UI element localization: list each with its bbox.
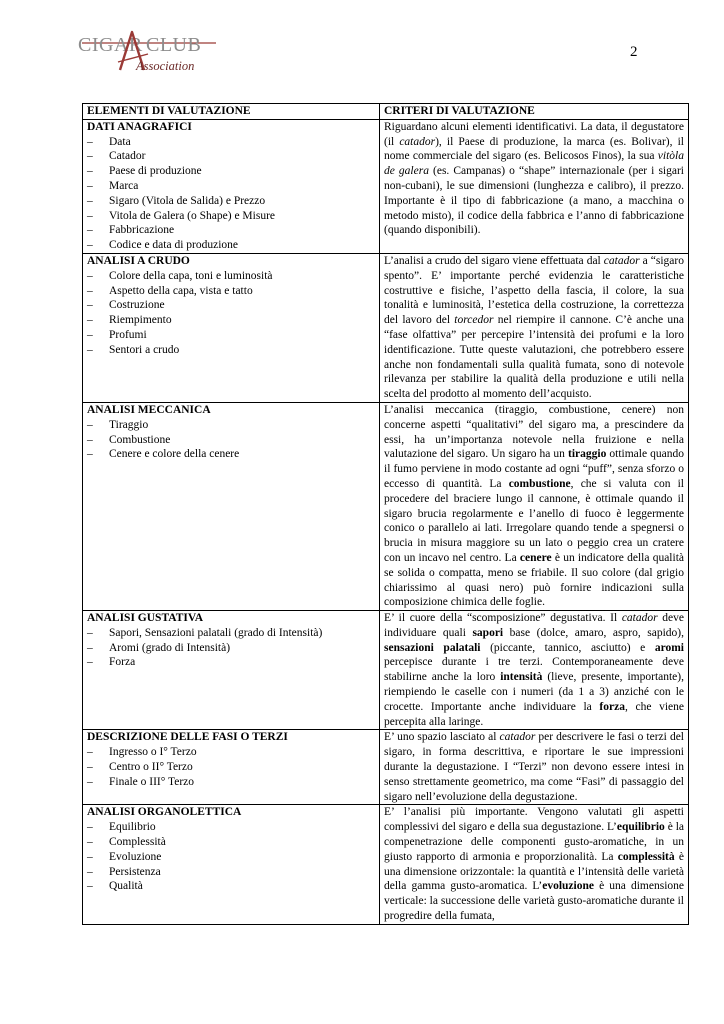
description-text: (es. Campanas) o “shape” internazionale (per i sigari non-cubani), le sue dimensioni (lunghezza e calibro), il prezzo. Importante è il tipo di fabbricazione (a mano, a macchina o metodo misto), il codice della fabbrica e l’anno di fabbricazione (quando disponibili). — [384, 165, 684, 237]
list-item: – Riempimento — [87, 313, 375, 328]
table-row — [83, 611, 689, 730]
italic-term: catador — [621, 612, 658, 625]
list-item: – Marca — [87, 179, 375, 194]
list-item: – Centro o II° Terzo — [87, 760, 375, 775]
evaluation-element-cell — [83, 119, 380, 253]
bold-term: evoluzione — [542, 880, 594, 893]
description-text: L’analisi meccanica (tiraggio, combustione, cenere) non concerne aspetti “qualitativi” del sigaro ma, a prescindere da essi, ha un’importanza notevole nella fruizione e nella valutazione del sigaro. Un sigaro ha un — [384, 403, 684, 461]
list-item: – Combustione — [87, 433, 375, 448]
table-row — [83, 253, 689, 402]
element-list — [87, 626, 375, 670]
evaluation-criteria-cell — [380, 402, 689, 610]
list-item: – Ingresso o I° Terzo — [87, 745, 375, 760]
section-title: ANALISI ORGANOLETTICA — [87, 806, 242, 819]
description-text: è una dimensione verticale: la successione delle varietà gusto-aromatiche durante il progredire della fumata, — [384, 880, 684, 923]
list-item: – Tiraggio — [87, 418, 375, 433]
italic-term: vitòla de galera — [384, 150, 684, 178]
cigar-club-logo — [74, 26, 224, 76]
list-item: – Evoluzione — [87, 850, 375, 865]
element-list — [87, 269, 375, 358]
bold-term: sapori — [472, 626, 504, 639]
list-item: – Profumi — [87, 328, 375, 343]
description-text: , che viene percepita alla laringe. — [384, 700, 684, 728]
description-text: per descrivere le fasi o terzi del sigaro, in forma descrittiva, e riportare le sue impressioni durante la degustazione. I “Terzi” non devono essere intesi in senso strettamente geometrico, ma come “Fasi” di passaggio del sigaro nell’evoluzione della degustazione. — [384, 731, 684, 803]
col-header-elements: ELEMENTI DI VALUTAZIONE — [83, 104, 380, 120]
section-title: ANALISI MECCANICA — [87, 403, 211, 416]
description-text: nel riempire il cannone. C’è anche una “fase olfattiva” per percepire l’intensità dei profumi e la loro identificazione. Tutte queste valutazioni, che potrebbero essere anche non fondamentali sulla qualità fumata, sono di notevole rilevanza per stabilire la qualità della produzione e utili nella scelta del prodotto al momento dell’acquisto. — [384, 314, 684, 401]
logo-text-cigar: CIGAR — [78, 34, 143, 56]
list-item: – Qualità — [87, 879, 375, 894]
description-text: Riguardano alcuni elementi identificativi. La data, il degustatore (il — [384, 120, 684, 148]
section-title: ANALISI A CRUDO — [87, 254, 190, 267]
section-title: DESCRIZIONE DELLE FASI O TERZI — [87, 731, 288, 744]
description-text: E’ l’analisi più importante. Vengono valutati gli aspetti complessivi del sigaro e della sua degustazione. L’ — [384, 806, 684, 834]
bold-term: forza — [599, 700, 625, 713]
description-text: L’analisi a crudo del sigaro viene effettuata dal — [384, 254, 604, 267]
description-text: (lieve, presente, importante), riempiendo le caselle con i numeri (da 1 a 3) anziché con le crocette. Importante anche individuare la — [384, 671, 684, 713]
description-text: ottimale quando il fumo perviene in modo costante ad ogni “puff”, senza sforzo o eccesso di quantità. La — [384, 448, 684, 490]
list-item: – Costruzione — [87, 298, 375, 313]
element-list — [87, 745, 375, 789]
description-text: E’ il cuore della “scomposizione” degustativa. Il — [384, 612, 622, 625]
bold-term: sensazioni palatali — [384, 641, 481, 654]
bold-term: cenere — [519, 551, 552, 564]
list-item: – Persistenza — [87, 865, 375, 880]
table-row — [83, 402, 689, 610]
evaluation-element-cell — [83, 730, 380, 805]
italic-term: catador — [399, 135, 436, 148]
description-text: a “sigaro spento”. E’ importante perché evidenzia le caratteristiche costruttive e fisiche, l’aspetto della fascia, il colore, la sua tonalità e luminosità, l’estetica della costruzione, la correttezza del lavoro del — [384, 254, 684, 327]
evaluation-element-cell — [83, 805, 380, 924]
list-item: – Complessità — [87, 835, 375, 850]
description-text: deve individuare quali — [384, 612, 684, 639]
bold-term: complessità — [617, 850, 675, 863]
list-item: – Data — [87, 135, 375, 150]
description-text: (piccante, tannico, asciutto) e — [480, 641, 655, 654]
element-list — [87, 135, 375, 253]
description-text: è la compenetrazione delle componenti gusto-aromatiche, in un giusto rapporto di armonia e proporzionalità. La — [384, 821, 684, 863]
list-item: – Finale o III° Terzo — [87, 775, 375, 790]
element-list — [87, 820, 375, 894]
description-text: è un indicatore della qualità se solida o compatta, meno se friabile. Il suo colore (dal grigio chiarissimo al quasi nero) può fornire indicazioni sulla composizione chimica delle foglie. — [384, 551, 685, 609]
list-item: – Catador — [87, 149, 375, 164]
list-item: – Aspetto della capa, vista e tatto — [87, 284, 375, 299]
col-header-criteria: CRITERI DI VALUTAZIONE — [380, 104, 689, 120]
bold-term: intensità — [500, 671, 543, 684]
list-item: – Sapori, Sensazioni palatali (grado di Intensità) — [87, 626, 375, 641]
evaluation-criteria-cell — [380, 611, 689, 730]
description-text: percepisce durante i tre terzi. Contemporaneamente deve stabilirne anche la loro — [384, 656, 684, 684]
bold-term: tiraggio — [568, 448, 607, 461]
list-item: – Colore della capa, toni e luminosità — [87, 269, 375, 284]
section-title: ANALISI GUSTATIVA — [87, 612, 203, 625]
logo-graphic — [74, 26, 224, 76]
evaluation-element-cell — [83, 253, 380, 402]
evaluation-table — [82, 103, 689, 925]
bold-term: combustione — [508, 477, 571, 490]
list-item: – Fabbricazione — [87, 223, 375, 238]
logo-text-club: CLUB — [146, 34, 202, 56]
table-row — [83, 730, 689, 805]
list-item: – Aromi (grado di Intensità) — [87, 641, 375, 656]
evaluation-criteria-cell — [380, 730, 689, 805]
logo-text-association: Association — [136, 59, 195, 73]
table-header-row — [83, 104, 689, 120]
description-text: ), il Paese di produzione, la marca (es. Bolivar), il nome commerciale del sigaro (es. Belicosos Finos), la sua — [384, 135, 684, 163]
section-title: DATI ANAGRAFICI — [87, 120, 192, 133]
page-number: 2 — [630, 44, 638, 60]
italic-term: catador — [603, 254, 640, 267]
bold-term: equilibrio — [616, 821, 665, 834]
list-item: – Sentori a crudo — [87, 343, 375, 358]
list-item: – Cenere e colore della cenere — [87, 447, 375, 462]
list-item: – Sigaro (Vitola de Salida) e Prezzo — [87, 194, 375, 209]
description-text: è una dimensione orizzontale: la quantità e l’intensità delle varietà della gamma gusto-aromatica. L’ — [384, 850, 684, 893]
italic-term: torcedor — [454, 314, 494, 327]
description-text: base (dolce, amaro, aspro, sapido), — [503, 626, 684, 639]
bold-term: aromi — [654, 641, 684, 654]
list-item: – Paese di produzione — [87, 164, 375, 179]
evaluation-criteria-cell — [380, 805, 689, 924]
element-list — [87, 418, 375, 462]
description-text: , che si valuta con il procedere del braciere lungo il cannone, è ottimale quando il sigaro brucia regolarmente e l’anello di fuoco è leggermente conico o parallelo ai lati. Irregolare quando tende a spegnersi o brucia in misura maggiore su un lato o peggio crea un cratere con un incavo nel centro. La — [384, 477, 684, 564]
evaluation-criteria-cell — [380, 253, 689, 402]
description-text: E’ uno spazio lasciato al — [384, 731, 500, 744]
list-item: – Forza — [87, 655, 375, 670]
list-item: – Equilibrio — [87, 820, 375, 835]
table-row — [83, 119, 689, 253]
list-item: – Codice e data di produzione — [87, 238, 375, 253]
list-item: – Vitola de Galera (o Shape) e Misure — [87, 209, 375, 224]
italic-term: catador — [499, 731, 536, 744]
evaluation-element-cell — [83, 402, 380, 610]
table-row — [83, 805, 689, 924]
evaluation-element-cell — [83, 611, 380, 730]
evaluation-criteria-cell — [380, 119, 689, 253]
